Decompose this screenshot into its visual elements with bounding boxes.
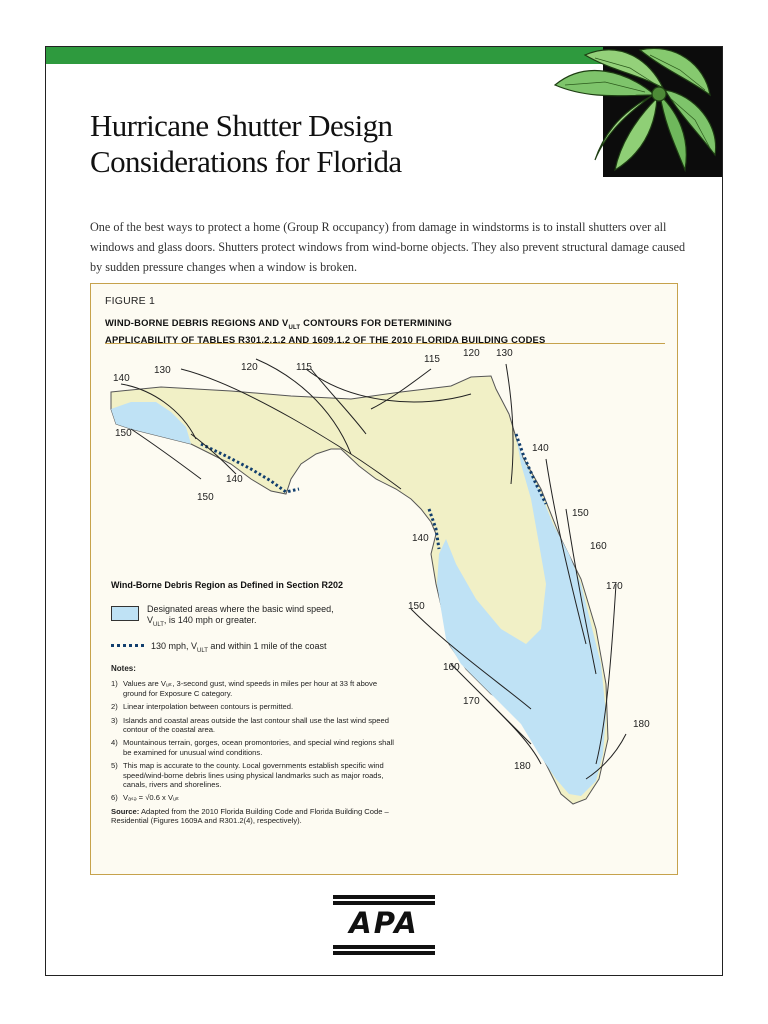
notes-heading: Notes: bbox=[111, 664, 136, 673]
contour-label: 140 bbox=[532, 443, 549, 454]
note-number: 5) bbox=[111, 761, 118, 771]
note-item bbox=[111, 793, 401, 802]
note-number: 3) bbox=[111, 715, 118, 725]
source-note bbox=[111, 807, 401, 826]
contour-label: 150 bbox=[572, 508, 589, 519]
source-label: Source: bbox=[111, 806, 140, 816]
figure-title-line2: APPLICABILITY OF TABLES R301.2.1.2 AND 1609.1.2 OF THE 2010 FLORIDA BUILDING CODES bbox=[105, 334, 546, 346]
apa-logo-rule bbox=[333, 945, 435, 949]
figure-1 bbox=[90, 283, 678, 875]
legend-swatch-debris-region bbox=[111, 606, 139, 621]
note-text: Islands and coastal areas outside the last contour shall use the last wind speed contour of the coastal area. bbox=[123, 715, 389, 735]
contour-label: 130 bbox=[496, 348, 513, 359]
contour-label: 150 bbox=[197, 492, 214, 503]
note-number: 4) bbox=[111, 738, 118, 748]
contour-label: 180 bbox=[514, 761, 531, 772]
figure-label: FIGURE 1 bbox=[105, 295, 156, 307]
note-item bbox=[111, 679, 401, 698]
note-text: Vₐₛₔ = √0.6 x Vᵤₗₜ bbox=[123, 793, 180, 803]
note-text: This map is accurate to the county. Local governments establish specific wind speed/wind-borne debris lines using physical landmarks such as major roads, canals, rivers and shorelines. bbox=[123, 761, 384, 790]
notes-block bbox=[111, 664, 401, 826]
legend-title: Wind-Borne Debris Region as Defined in Section R202 bbox=[111, 580, 343, 590]
contour-label: 160 bbox=[590, 541, 607, 552]
contour-label: 120 bbox=[463, 348, 480, 359]
note-item bbox=[111, 716, 401, 735]
legend-item2-pre: 130 mph, V bbox=[151, 641, 198, 651]
note-item bbox=[111, 761, 401, 789]
contour-label: 170 bbox=[463, 696, 480, 707]
note-item bbox=[111, 738, 401, 757]
contour-label: 120 bbox=[241, 362, 258, 373]
apa-logo-rule bbox=[333, 901, 435, 905]
apa-logo-rule bbox=[333, 951, 435, 955]
title-line-1: Hurricane Shutter Design bbox=[90, 108, 393, 143]
apa-logo-rule bbox=[333, 895, 435, 899]
contour-label: 130 bbox=[154, 365, 171, 376]
note-item bbox=[111, 702, 401, 711]
legend-item2-sub: ULT bbox=[197, 647, 208, 654]
contour-label: 115 bbox=[424, 354, 440, 365]
legend-text-coast bbox=[151, 641, 327, 654]
contour-label: 140 bbox=[226, 474, 243, 485]
intro-paragraph: One of the best ways to protect a home (Group R occupancy) from damage in windstorms is to install shutters over all windows and glass doors. Shutters protect windows from wind-borne objects. They also prevent structural damage caused by sudden pressure changes when a window is broken. bbox=[90, 220, 686, 274]
legend-item1-pre: V bbox=[147, 615, 154, 625]
title-line-2: Considerations for Florida bbox=[90, 144, 402, 179]
contour-label: 140 bbox=[412, 533, 429, 544]
legend-dotted-line bbox=[111, 644, 144, 647]
note-number: 2) bbox=[111, 702, 118, 712]
figure-title-part1: WIND-BORNE DEBRIS REGIONS AND V bbox=[105, 317, 289, 328]
contour-label: 140 bbox=[113, 373, 130, 384]
contour-label: 180 bbox=[633, 719, 650, 730]
palm-leaf-icon bbox=[545, 40, 725, 190]
contour-label: 170 bbox=[606, 581, 623, 592]
apa-logo bbox=[333, 895, 435, 957]
note-text: Values are Vᵤₗₜ, 3-second gust, wind speeds in miles per hour at 33 ft above ground for Exposure C category. bbox=[123, 679, 378, 698]
figure-title-part2: CONTOURS FOR DETERMINING bbox=[300, 317, 453, 328]
legend-item1-sub: ULT bbox=[153, 621, 164, 628]
apa-logo-text: APA bbox=[349, 906, 419, 940]
note-text: Linear interpolation between contours is permitted. bbox=[123, 702, 294, 712]
source-text: Adapted from the 2010 Florida Building Code and Florida Building Code – Residential (Figures 1609A and R301.2(4), respectively). bbox=[111, 806, 389, 826]
legend-text-debris-region bbox=[147, 604, 367, 631]
contour-label: 160 bbox=[443, 662, 460, 673]
legend-item1-post: , is 140 mph or greater. bbox=[163, 615, 257, 625]
header-green-bar bbox=[46, 47, 604, 64]
note-text: Mountainous terrain, gorges, ocean promontories, and special wind regions shall be examined for unusual wind conditions. bbox=[123, 738, 394, 757]
figure-title-sub: ULT bbox=[288, 324, 301, 331]
legend-item1-line1: Designated areas where the basic wind speed, bbox=[147, 604, 334, 614]
page-title bbox=[90, 108, 402, 180]
contour-label: 150 bbox=[408, 601, 425, 612]
note-number: 1) bbox=[111, 679, 118, 689]
contour-label: 150 bbox=[115, 428, 132, 439]
contour-label: 115 bbox=[296, 362, 312, 373]
note-number: 6) bbox=[111, 793, 118, 803]
legend-item2-post: and within 1 mile of the coast bbox=[207, 641, 327, 651]
